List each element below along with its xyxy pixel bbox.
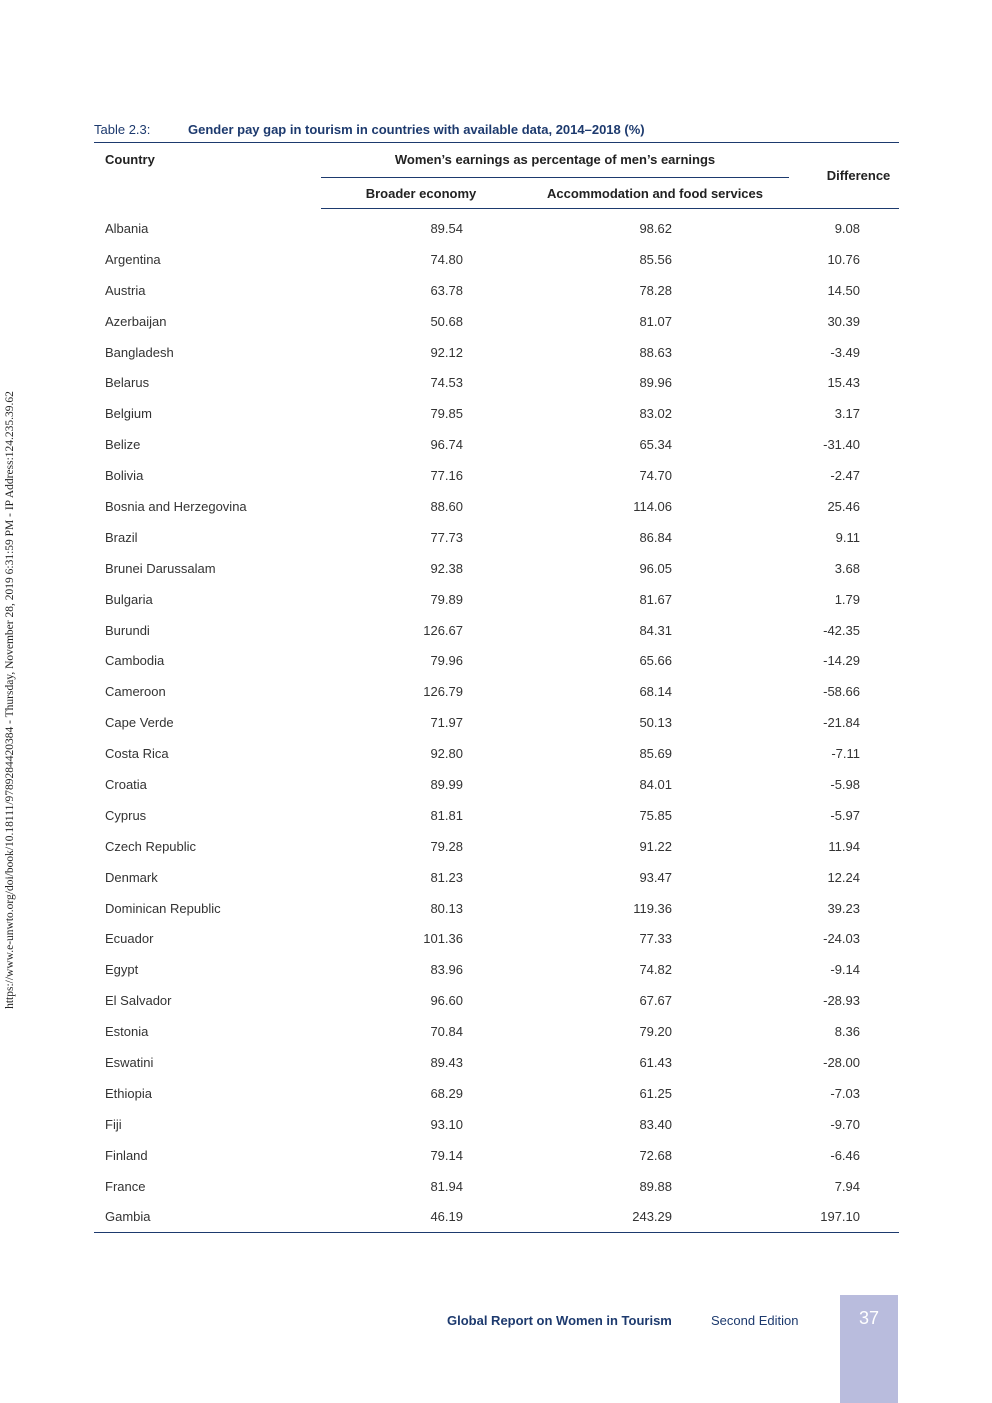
accommodation-cell: 75.85 xyxy=(639,807,672,823)
download-watermark: https://www.e-unwto.org/doi/book/10.18111/9789284420384 - Thursday, November 28, 2019 6:31:59 PM - IP Address:124.235.39.62 xyxy=(4,391,16,1009)
country-cell: Fiji xyxy=(105,1116,122,1132)
table-row xyxy=(94,738,899,769)
broader-economy-cell: 68.29 xyxy=(430,1085,463,1101)
difference-cell: -28.93 xyxy=(823,993,860,1009)
accommodation-cell: 85.56 xyxy=(639,251,672,267)
difference-cell: -24.03 xyxy=(823,931,860,947)
difference-cell: -7.03 xyxy=(830,1085,860,1101)
table-title: Gender pay gap in tourism in countries with available data, 2014–2018 (%) xyxy=(188,122,645,137)
country-cell: Belarus xyxy=(105,375,150,391)
country-cell: Eswatini xyxy=(105,1054,154,1070)
broader-economy-cell: 92.12 xyxy=(430,344,463,360)
accommodation-cell: 89.96 xyxy=(639,375,672,391)
broader-economy-cell: 79.96 xyxy=(430,653,463,669)
accommodation-cell: 86.84 xyxy=(639,529,672,545)
difference-cell: 9.08 xyxy=(834,220,860,236)
table-row xyxy=(94,893,899,924)
country-cell: Ethiopia xyxy=(105,1085,152,1101)
broader-economy-cell: 92.80 xyxy=(430,746,463,762)
table-caption xyxy=(94,122,645,137)
table-row xyxy=(94,553,899,584)
broader-economy-cell: 126.79 xyxy=(423,684,463,700)
country-cell: Bolivia xyxy=(105,468,144,484)
accommodation-cell: 74.70 xyxy=(639,468,672,484)
header-accommodation: Accommodation and food services xyxy=(521,178,789,209)
country-cell: Cameroon xyxy=(105,684,166,700)
accommodation-cell: 81.07 xyxy=(639,313,672,329)
difference-cell: 3.68 xyxy=(834,560,860,576)
country-cell: Burundi xyxy=(105,622,150,638)
broader-economy-cell: 126.67 xyxy=(423,622,463,638)
country-cell: Czech Republic xyxy=(105,838,197,854)
accommodation-cell: 84.31 xyxy=(639,622,672,638)
country-cell: Croatia xyxy=(105,776,147,792)
table-row xyxy=(94,398,899,429)
accommodation-cell: 81.67 xyxy=(639,591,672,607)
difference-cell: -7.11 xyxy=(831,746,860,762)
difference-cell: 8.36 xyxy=(834,1024,860,1040)
difference-cell: -6.46 xyxy=(830,1147,860,1163)
accommodation-cell: 78.28 xyxy=(639,282,672,298)
table-row xyxy=(94,337,899,368)
table-row xyxy=(94,1078,899,1109)
accommodation-cell: 89.88 xyxy=(639,1178,672,1194)
broader-economy-cell: 89.43 xyxy=(430,1054,463,1070)
broader-economy-cell: 96.60 xyxy=(430,993,463,1009)
broader-economy-cell: 50.68 xyxy=(430,313,463,329)
accommodation-cell: 50.13 xyxy=(639,715,672,731)
table-row xyxy=(94,306,899,337)
difference-cell: 3.17 xyxy=(834,406,860,422)
country-cell: Bangladesh xyxy=(105,344,174,360)
accommodation-cell: 65.66 xyxy=(639,653,672,669)
country-cell: Bosnia and Herzegovina xyxy=(105,498,247,514)
table-row xyxy=(94,429,899,460)
country-cell: Albania xyxy=(105,220,149,236)
footer-edition: Second Edition xyxy=(711,1313,799,1328)
difference-cell: 1.79 xyxy=(834,591,860,607)
table-row xyxy=(94,1171,899,1202)
broader-economy-cell: 74.80 xyxy=(430,251,463,267)
accommodation-cell: 79.20 xyxy=(639,1024,672,1040)
difference-cell: 25.46 xyxy=(827,498,860,514)
table-row xyxy=(94,676,899,707)
difference-cell: -5.98 xyxy=(830,776,860,792)
table-row xyxy=(94,645,899,676)
country-cell: Brunei Darussalam xyxy=(105,560,216,576)
table-row xyxy=(94,209,899,244)
table-row xyxy=(94,1202,899,1233)
difference-cell: -14.29 xyxy=(823,653,860,669)
table-row xyxy=(94,954,899,985)
difference-cell: -58.66 xyxy=(823,684,860,700)
difference-cell: -2.47 xyxy=(830,468,860,484)
accommodation-cell: 85.69 xyxy=(639,746,672,762)
country-cell: Gambia xyxy=(94,1202,321,1233)
accommodation-cell: 72.68 xyxy=(639,1147,672,1163)
table-row xyxy=(94,491,899,522)
country-cell: France xyxy=(105,1178,146,1194)
header-difference: Difference xyxy=(789,143,899,209)
page-number: 37 xyxy=(840,1295,898,1403)
accommodation-cell: 91.22 xyxy=(639,838,672,854)
accommodation-cell: 96.05 xyxy=(639,560,672,576)
country-cell: Denmark xyxy=(105,869,158,885)
country-cell: Brazil xyxy=(105,529,138,545)
broader-economy-cell: 74.53 xyxy=(430,375,463,391)
broader-economy-cell: 88.60 xyxy=(430,498,463,514)
difference-cell: -21.84 xyxy=(823,715,860,731)
country-cell: Dominican Republic xyxy=(105,900,221,916)
broader-economy-cell: 63.78 xyxy=(430,282,463,298)
country-cell: Belgium xyxy=(105,406,152,422)
broader-economy-cell: 46.19 xyxy=(321,1202,521,1233)
difference-cell: 30.39 xyxy=(827,313,860,329)
difference-cell: -3.49 xyxy=(830,344,860,360)
broader-economy-cell: 77.16 xyxy=(430,468,463,484)
difference-cell: -42.35 xyxy=(823,622,860,638)
country-cell: Cambodia xyxy=(105,653,165,669)
broader-economy-cell: 101.36 xyxy=(423,931,463,947)
table-row xyxy=(94,244,899,275)
broader-economy-cell: 92.38 xyxy=(430,560,463,576)
accommodation-cell: 114.06 xyxy=(633,498,672,514)
broader-economy-cell: 80.13 xyxy=(430,900,463,916)
pay-gap-table xyxy=(94,142,899,1233)
broader-economy-cell: 96.74 xyxy=(430,437,463,453)
table-row xyxy=(94,367,899,398)
difference-cell: 14.50 xyxy=(827,282,860,298)
difference-cell: -31.40 xyxy=(823,437,860,453)
country-cell: Belize xyxy=(105,437,141,453)
country-cell: Azerbaijan xyxy=(105,313,167,329)
table-row xyxy=(94,985,899,1016)
table-row xyxy=(94,862,899,893)
country-cell: El Salvador xyxy=(105,993,172,1009)
country-cell: Finland xyxy=(105,1147,148,1163)
accommodation-cell: 74.82 xyxy=(639,962,672,978)
country-cell: Bulgaria xyxy=(105,591,153,607)
table-row xyxy=(94,584,899,615)
accommodation-cell: 77.33 xyxy=(639,931,672,947)
country-cell: Egypt xyxy=(105,962,139,978)
table-row xyxy=(94,275,899,306)
header-broader-economy: Broader economy xyxy=(321,178,521,209)
table-row xyxy=(94,831,899,862)
difference-cell: 12.24 xyxy=(827,869,860,885)
broader-economy-cell: 81.81 xyxy=(430,807,463,823)
difference-cell: 7.94 xyxy=(834,1178,860,1194)
broader-economy-cell: 71.97 xyxy=(430,715,463,731)
table-body xyxy=(94,209,899,1233)
country-cell: Austria xyxy=(105,282,146,298)
accommodation-cell: 67.67 xyxy=(639,993,672,1009)
difference-cell: -5.97 xyxy=(830,807,860,823)
difference-cell: 10.76 xyxy=(827,251,860,267)
broader-economy-cell: 83.96 xyxy=(430,962,463,978)
table-row xyxy=(94,707,899,738)
accommodation-cell: 68.14 xyxy=(639,684,672,700)
broader-economy-cell: 81.94 xyxy=(430,1178,463,1194)
broader-economy-cell: 79.89 xyxy=(430,591,463,607)
table-row xyxy=(94,769,899,800)
table-row xyxy=(94,1047,899,1078)
accommodation-cell: 83.02 xyxy=(639,406,672,422)
table-row xyxy=(94,1140,899,1171)
difference-cell: 15.43 xyxy=(827,375,860,391)
country-cell: Costa Rica xyxy=(105,746,169,762)
broader-economy-cell: 89.99 xyxy=(430,776,463,792)
table-row xyxy=(94,615,899,646)
country-cell: Argentina xyxy=(105,251,161,267)
header-country: Country xyxy=(94,143,321,209)
difference-cell: 9.11 xyxy=(835,529,860,545)
table-row xyxy=(94,923,899,954)
accommodation-cell: 83.40 xyxy=(639,1116,672,1132)
accommodation-cell: 61.43 xyxy=(639,1054,672,1070)
broader-economy-cell: 79.85 xyxy=(430,406,463,422)
accommodation-cell: 119.36 xyxy=(633,900,672,916)
broader-economy-cell: 81.23 xyxy=(430,869,463,885)
accommodation-cell: 243.29 xyxy=(521,1202,789,1233)
table-row xyxy=(94,522,899,553)
table-row xyxy=(94,1109,899,1140)
table-row xyxy=(94,460,899,491)
table-number: Table 2.3: xyxy=(94,122,151,137)
difference-cell: 11.94 xyxy=(828,838,860,854)
broader-economy-cell: 79.28 xyxy=(430,838,463,854)
accommodation-cell: 88.63 xyxy=(639,344,672,360)
broader-economy-cell: 70.84 xyxy=(430,1024,463,1040)
difference-cell: -28.00 xyxy=(823,1054,860,1070)
country-cell: Cyprus xyxy=(105,807,147,823)
accommodation-cell: 93.47 xyxy=(639,869,672,885)
footer-report-title: Global Report on Women in Tourism xyxy=(447,1313,672,1328)
difference-cell: -9.14 xyxy=(830,962,860,978)
broader-economy-cell: 77.73 xyxy=(430,529,463,545)
difference-cell: -9.70 xyxy=(830,1116,860,1132)
country-cell: Estonia xyxy=(105,1024,149,1040)
accommodation-cell: 61.25 xyxy=(639,1085,672,1101)
country-cell: Cape Verde xyxy=(105,715,174,731)
table-row xyxy=(94,1016,899,1047)
broader-economy-cell: 93.10 xyxy=(430,1116,463,1132)
accommodation-cell: 65.34 xyxy=(639,437,672,453)
broader-economy-cell: 79.14 xyxy=(430,1147,463,1163)
difference-cell: 197.10 xyxy=(789,1202,899,1233)
broader-economy-cell: 89.54 xyxy=(430,220,463,236)
country-cell: Ecuador xyxy=(105,931,154,947)
difference-cell: 39.23 xyxy=(827,900,860,916)
accommodation-cell: 98.62 xyxy=(639,220,672,236)
accommodation-cell: 84.01 xyxy=(639,776,672,792)
header-earnings-group: Women’s earnings as percentage of men’s earnings xyxy=(321,143,789,178)
table-row xyxy=(94,800,899,831)
